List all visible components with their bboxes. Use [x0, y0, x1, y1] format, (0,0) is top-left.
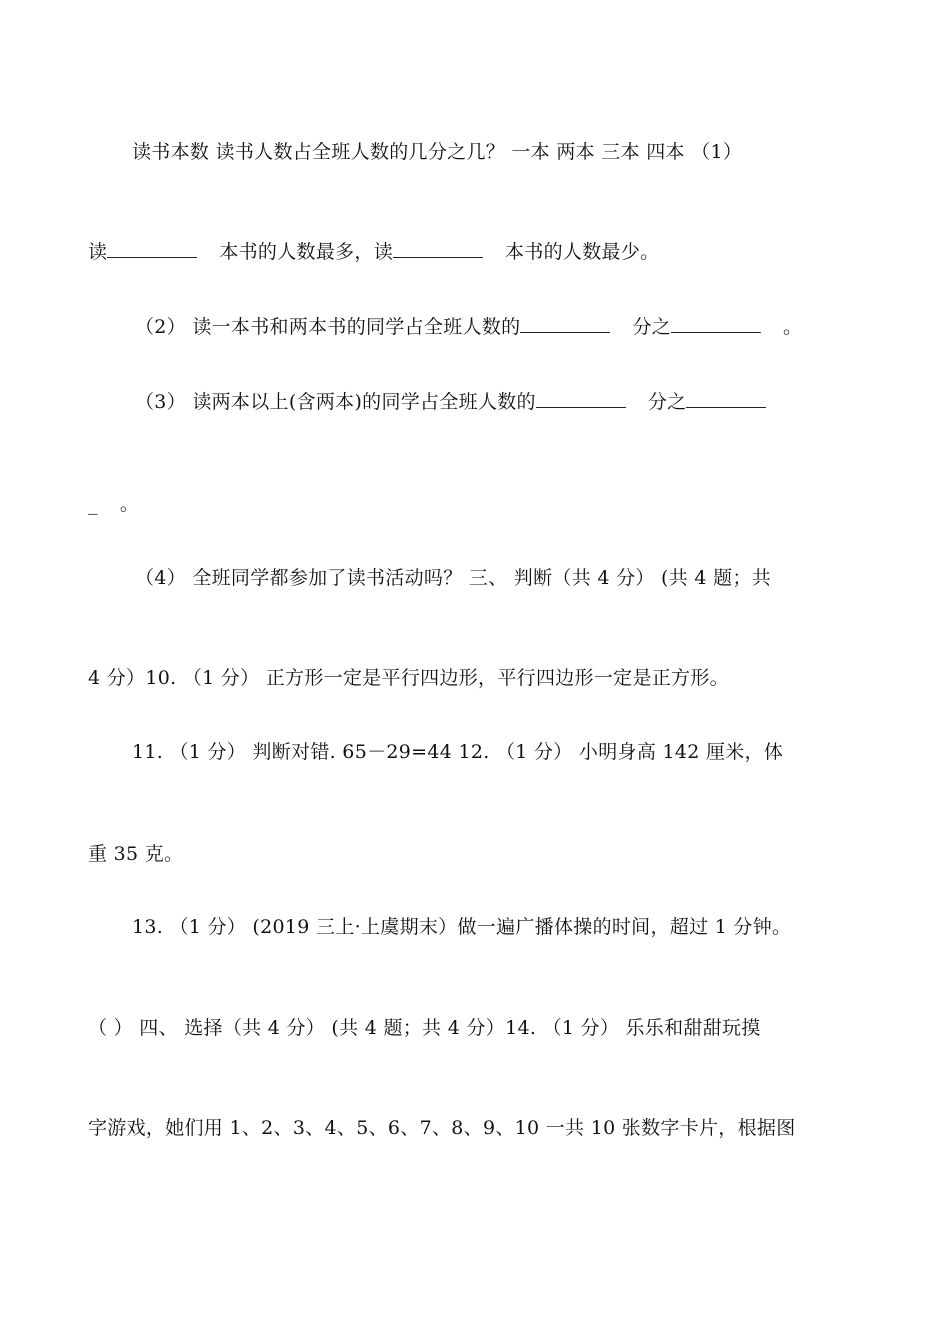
text-line-question-2: [135, 315, 802, 339]
text-line-question-3: [135, 390, 766, 414]
text-line-section-4: [88, 1016, 761, 1040]
text: 11. （1 分） 判断对错. 65－29=44 12. （1 分） 小明身高 142 厘米，体: [132, 741, 784, 763]
text: 分之: [632, 316, 672, 338]
text: 读书本数 读书人数占全班人数的几分之几？ 一本 两本 三本 四本 （1）: [132, 141, 743, 163]
text-line-reading-table-header: [132, 140, 742, 164]
text: 4 分）10. （1 分） 正方形一定是平行四边形，平行四边形一定是正方形。: [88, 667, 729, 689]
text-line-question-3-cont: [88, 492, 139, 516]
text: 13. （1 分） (2019 三上·上虞期末）做一遍广播体操的时间，超过 1 分钟。: [132, 916, 792, 938]
text: 。: [119, 493, 140, 515]
answer-blank[interactable]: [393, 241, 483, 258]
text: （2） 读一本书和两本书的同学占全班人数的: [135, 316, 521, 338]
text: 。: [783, 316, 803, 338]
answer-blank[interactable]: [107, 241, 197, 258]
answer-blank[interactable]: [520, 316, 610, 333]
text: 本书的人数最多，读: [219, 241, 394, 263]
text: 分之: [647, 391, 687, 413]
text: 本书的人数最少。: [505, 241, 660, 263]
text-line-question-11-12: [132, 740, 783, 764]
text: 字游戏，她们用 1、2、3、4、5、6、7、8、9、10 一共 10 张数字卡片，根据图: [88, 1117, 796, 1139]
text-line-question-1: [88, 240, 659, 264]
text-line-question-13: [132, 915, 791, 939]
text-line-question-4: [135, 566, 771, 590]
text: 读: [88, 241, 108, 263]
text: （3） 读两本以上(含两本)的同学占全班人数的: [135, 391, 536, 413]
text: （4） 全班同学都参加了读书活动吗？ 三、 判断（共 4 分） (共 4 题；共: [135, 567, 771, 589]
text-line-question-10: [88, 666, 729, 690]
text: 重 35 克。: [88, 843, 184, 865]
text-line-question-12-cont: [88, 842, 183, 866]
answer-blank[interactable]: [536, 391, 626, 408]
answer-blank[interactable]: [686, 391, 766, 408]
text: （ ） 四、 选择（共 4 分） (共 4 题；共 4 分）14. （1 分） 乐乐和甜甜玩摸: [88, 1017, 761, 1039]
text: _: [88, 493, 98, 515]
answer-blank[interactable]: [671, 316, 761, 333]
text-line-question-14-cont: [88, 1116, 796, 1140]
